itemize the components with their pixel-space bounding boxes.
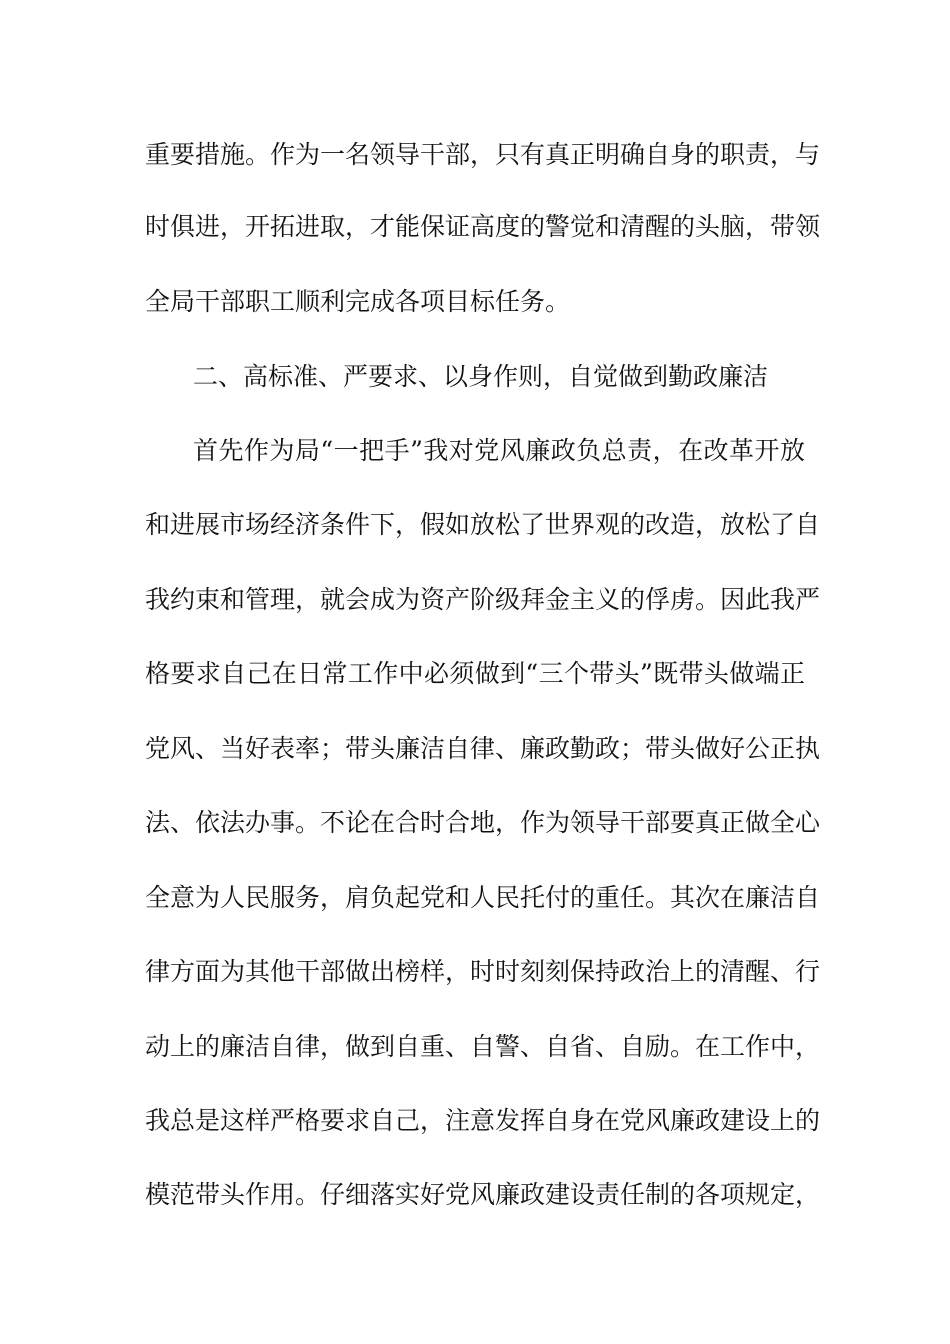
- paragraph-line: 法、依法办事。不论在合时合地，作为领导干部要真正做全心: [145, 808, 821, 837]
- paragraph-line: 全局干部职工顺利完成各项目标任务。: [145, 287, 571, 316]
- paragraph-line: 全意为人民服务，肩负起党和人民托付的重任。其次在廉洁自: [145, 883, 821, 912]
- paragraph-line: 格要求自己在日常工作中必须做到“三个带头”既带头做端正: [145, 659, 805, 688]
- section-heading: 二、高标准、严要求、以身作则，自觉做到勤政廉洁: [193, 362, 769, 391]
- paragraph-line: 动上的廉洁自律，做到自重、自警、自省、自励。在工作中，: [145, 1032, 821, 1061]
- paragraph-line: 模范带头作用。仔细落实好党风廉政建设责任制的各项规定，: [145, 1180, 821, 1209]
- paragraph-line: 我总是这样严格要求自己，注意发挥自身在党风廉政建设上的: [145, 1106, 821, 1135]
- paragraph-line: 和进展市场经济条件下，假如放松了世界观的改造，放松了自: [145, 510, 821, 539]
- paragraph-line: 时俱进，开拓进取，才能保证高度的警觉和清醒的头脑，带领: [145, 212, 821, 241]
- paragraph-line: 我约束和管理，就会成为资产阶级拜金主义的俘虏。因此我严: [145, 585, 821, 614]
- paragraph-line: 重要措施。作为一名领导干部，只有真正明确自身的职责，与: [145, 140, 821, 169]
- paragraph-line: 首先作为局“一把手”我对党风廉政负总责，在改革开放: [193, 436, 805, 465]
- paragraph-line: 党风、当好表率；带头廉洁自律、廉政勤政；带头做好公正执: [145, 734, 821, 763]
- paragraph-line: 律方面为其他干部做出榜样，时时刻刻保持政治上的清醒、行: [145, 957, 821, 986]
